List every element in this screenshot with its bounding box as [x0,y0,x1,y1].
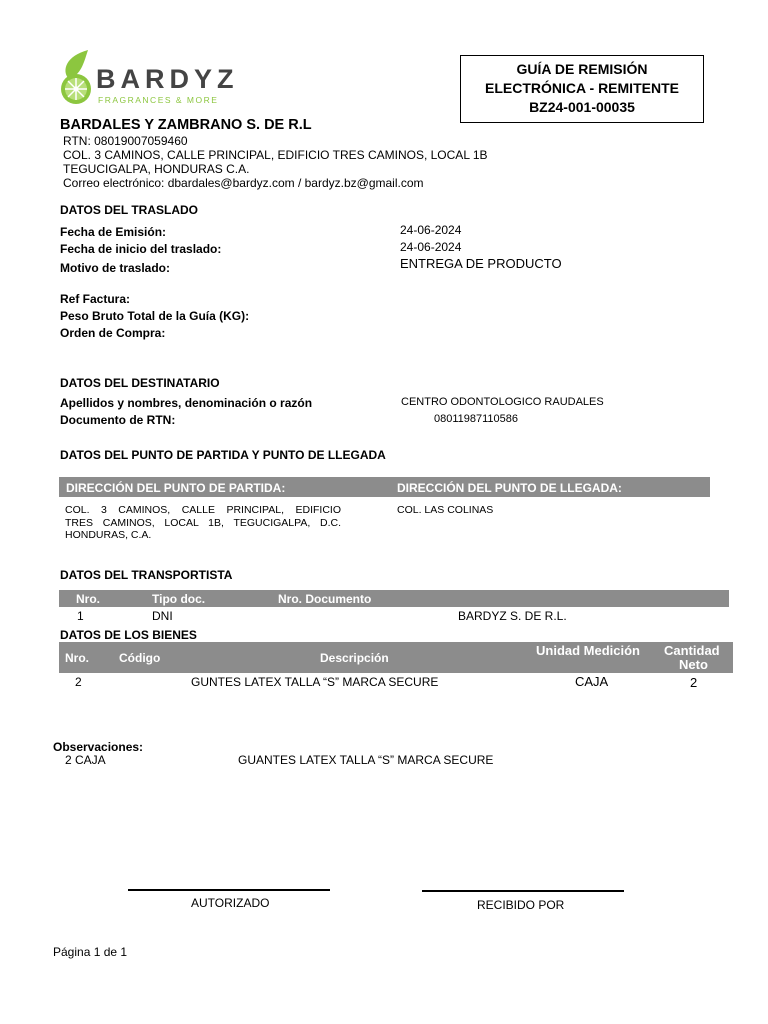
bienes-col-neto: Neto [679,657,708,672]
partida-address [65,504,341,542]
traslado-title: DATOS DEL TRASLADO [60,203,199,217]
bienes-row-descripcion: GUNTES LATEX TALLA “S” MARCA SECURE [191,675,439,689]
peso-bruto-label: Peso Bruto Total de la Guía (KG): [60,309,250,323]
fecha-emision-label: Fecha de Emisión: [60,225,167,239]
signature-line-autorizado [128,889,330,891]
signature-line-recibido [422,890,624,892]
bienes-col-cantidad: Cantidad [664,643,720,658]
destinatario-nombre-label: Apellidos y nombres, denominación o razón [60,396,313,410]
partida-header: DIRECCIÓN DEL PUNTO DE PARTIDA: [66,481,286,495]
puntos-header-bar [59,477,710,497]
page-number: Página 1 de 1 [53,945,128,959]
autorizado-label: AUTORIZADO [191,896,270,910]
transportista-row-tipo: DNI [152,609,173,623]
company-email: Correo electrónico: dbardales@bardyz.com / bardyz.bz@gmail.com [63,176,424,190]
destinatario-title: DATOS DEL DESTINATARIO [60,376,220,390]
transportista-header-bar [59,590,729,607]
destinatario-nombre-value: CENTRO ODONTOLOGICO RAUDALES [401,396,604,408]
motivo-label: Motivo de traslado: [60,261,171,275]
orden-compra-label: Orden de Compra: [60,326,166,340]
bienes-row-nro: 2 [75,675,82,689]
lime-leaf-icon [58,48,94,106]
destinatario-rtn-label: Documento de RTN: [60,413,176,427]
fecha-inicio-value: 24-06-2024 [400,240,462,254]
recibido-label: RECIBIDO POR [477,898,565,912]
ref-factura-label: Ref Factura: [60,292,131,306]
company-address1: COL. 3 CAMINOS, CALLE PRINCIPAL, EDIFICIO TRES CAMINOS, LOCAL 1B [63,148,488,162]
puntos-title: DATOS DEL PUNTO DE PARTIDA Y PUNTO DE LLEGADA [60,448,386,462]
transportista-row-nombre: BARDYZ S. DE R.L. [458,609,567,623]
company-address2: TEGUCIGALPA, HONDURAS C.A. [63,162,250,176]
guia-title-line2: ELECTRÓNICA - REMITENTE [485,80,679,96]
fecha-emision-value: 24-06-2024 [400,223,462,237]
observaciones-label: Observaciones: [53,740,144,754]
transportista-title: DATOS DEL TRANSPORTISTA [60,568,233,582]
bienes-row-cantidad: 2 [690,675,698,690]
bienes-header-bar [59,642,733,673]
bienes-col-descripcion: Descripción [320,651,389,665]
company-name: BARDALES Y ZAMBRANO S. DE R.L [60,117,312,133]
partida-line2: TRES CAMINOS, LOCAL 1B, TEGUCIGALPA, D.C. [65,516,341,529]
bienes-col-codigo: Código [119,651,161,665]
motivo-value: ENTREGA DE PRODUCTO [400,256,562,271]
partida-line1: COL. 3 CAMINOS, CALLE PRINCIPAL, EDIFICIO [65,504,341,516]
llegada-header: DIRECCIÓN DEL PUNTO DE LLEGADA: [397,481,622,495]
transportista-col-documento: Nro. Documento [278,592,372,606]
partida-line3: HONDURAS, C.A. [65,529,152,541]
transportista-col-nro: Nro. [76,592,100,606]
guia-title-box [460,55,704,123]
transportista-row-nro: 1 [77,609,84,623]
bienes-title: DATOS DE LOS BIENES [60,628,197,642]
fecha-inicio-label: Fecha de inicio del traslado: [60,242,222,256]
guia-title-line1: GUÍA DE REMISIÓN [516,61,648,77]
guia-number: BZ24-001-00035 [529,99,635,115]
bienes-row-unidad: CAJA [575,674,609,689]
logo-tagline: FRAGRANCES & MORE [98,95,219,105]
llegada-address: COL. LAS COLINAS [397,504,494,516]
transportista-col-tipo: Tipo doc. [152,592,206,606]
observaciones-cantidad: 2 CAJA [65,753,106,767]
destinatario-rtn-value: 08011987110586 [434,413,519,425]
bienes-col-unidad: Unidad Medición [536,643,640,658]
observaciones-texto: GUANTES LATEX TALLA “S” MARCA SECURE [238,753,494,767]
logo-brand: BARDYZ [96,64,239,94]
bienes-col-nro: Nro. [65,651,89,665]
company-rtn: RTN: 08019007059460 [63,134,188,148]
